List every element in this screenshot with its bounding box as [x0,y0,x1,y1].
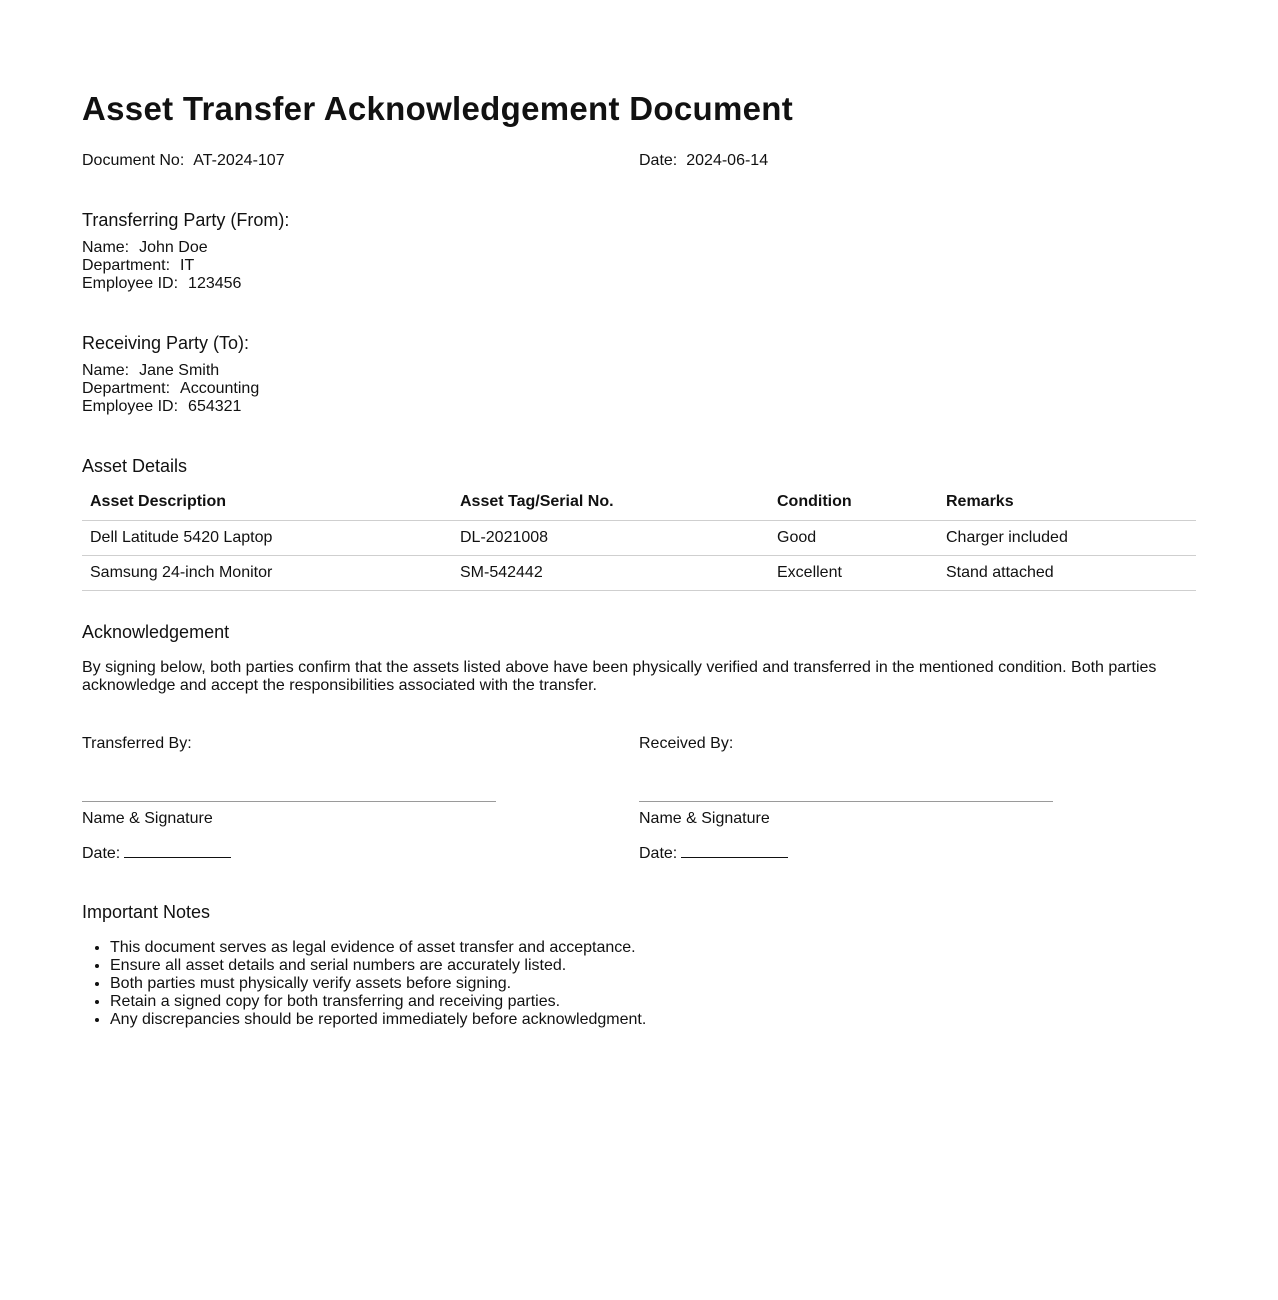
name-label: Name: [82,362,130,379]
department-value: Accounting [180,380,260,397]
date-blank-line [124,844,231,858]
document-number [82,152,285,170]
name-value: John Doe [139,239,208,256]
signature-date [639,844,788,863]
employee-id-label: Employee ID: [82,398,179,415]
table-row [82,520,1196,555]
to-party-department [82,380,259,398]
from-party-department [82,257,241,275]
table-cell: SM-542442 [452,555,769,590]
from-party-details [82,239,241,293]
table-cell: Charger included [938,520,1196,555]
table-cell: Excellent [769,555,938,590]
acknowledgement-text: By signing below, both parties confirm that the assets listed above have been physically verified and transferred in the mentioned condition. Both parties acknowledge and accept the responsibilities associated with the transfer. [82,659,1157,694]
name-label: Name: [82,239,130,256]
signature-caption: Name & Signature [82,810,213,827]
signature-date-label: Date: [639,845,678,862]
from-party-heading: Transferring Party (From): [82,210,290,230]
employee-id-label: Employee ID: [82,275,179,292]
document-title: Asset Transfer Acknowledgement Document [82,90,793,127]
to-party-employee-id [82,398,259,416]
received-by-label: Received By: [639,735,734,752]
table-header-row [82,485,1196,520]
transferred-by-label: Transferred By: [82,735,192,752]
date-blank-line [681,844,788,858]
department-label: Department: [82,257,171,274]
name-value: Jane Smith [139,362,220,379]
signature-line [82,801,496,802]
document-date-label: Date: [639,152,678,169]
to-party-name [82,362,259,380]
from-party-employee-id [82,275,241,293]
to-party-heading: Receiving Party (To): [82,333,250,353]
signature-caption: Name & Signature [639,810,770,827]
asset-details-heading: Asset Details [82,456,188,476]
acknowledgement-heading: Acknowledgement [82,622,230,642]
signature-date [82,844,231,863]
list-item: • This document serves as legal evidence of asset transfer and acceptance. [110,939,646,957]
important-notes-heading: Important Notes [82,902,211,922]
column-header: Asset Description [82,485,452,520]
document-date-value: 2024-06-14 [686,152,769,169]
table-cell: Stand attached [938,555,1196,590]
from-party-name [82,239,241,257]
to-party-details [82,362,259,416]
employee-id-value: 123456 [188,275,242,292]
table-cell: Good [769,520,938,555]
column-header: Condition [769,485,938,520]
table-cell: Samsung 24-inch Monitor [82,555,452,590]
table-cell: DL-2021008 [452,520,769,555]
department-label: Department: [82,380,171,397]
column-header: Asset Tag/Serial No. [452,485,769,520]
list-item: • Both parties must physically verify assets before signing. [110,975,646,993]
column-header: Remarks [938,485,1196,520]
department-value: IT [180,257,195,274]
signature-date-label: Date: [82,845,121,862]
document-meta [82,152,1196,172]
list-item: • Any discrepancies should be reported immediately before acknowledgment. [110,1011,646,1029]
employee-id-value: 654321 [188,398,242,415]
signature-line [639,801,1053,802]
document-number-value: AT-2024-107 [193,152,285,169]
important-notes-list [110,939,646,1029]
document-number-label: Document No: [82,152,185,169]
table-cell: Dell Latitude 5420 Laptop [82,520,452,555]
document-date [639,152,768,170]
list-item: • Ensure all asset details and serial numbers are accurately listed. [110,957,646,975]
list-item: • Retain a signed copy for both transferring and receiving parties. [110,993,646,1011]
asset-table [82,485,1196,591]
table-row [82,555,1196,590]
